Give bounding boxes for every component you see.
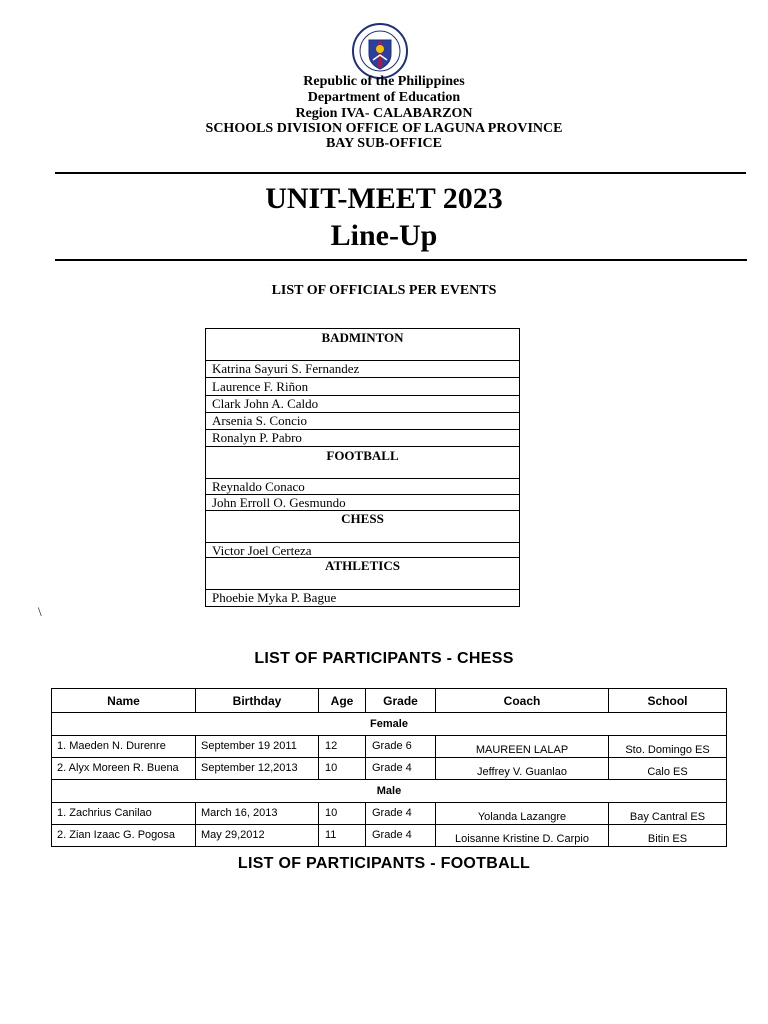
official-name: Phoebie Myka P. Bague (212, 590, 337, 605)
table-row (52, 758, 727, 780)
group-row-female (52, 713, 727, 736)
document-title: UNIT-MEET 2023 (265, 182, 503, 215)
participant-grade: Grade 4 (366, 758, 436, 780)
participant-coach: Loisanne Kristine D. Carpio (436, 825, 609, 847)
table-row (52, 736, 727, 758)
participant-coach: Yolanda Lazangre (436, 803, 609, 825)
table-row (52, 825, 727, 847)
participant-age: 10 (319, 758, 366, 780)
event-heading-football: FOOTBALL (206, 447, 519, 479)
table-header-row (52, 689, 727, 713)
event-heading-athletics: ATHLETICS (206, 558, 519, 590)
participant-age: 12 (319, 736, 366, 758)
official-name: Reynaldo Conaco (206, 479, 519, 495)
table-row (52, 803, 727, 825)
participant-age: 11 (319, 825, 366, 847)
participant-grade: Grade 6 (366, 736, 436, 758)
participant-age: 10 (319, 803, 366, 825)
letterhead-division: SCHOOLS DIVISION OFFICE OF LAGUNA PROVINCE (205, 121, 563, 136)
official-name: Victor Joel Certeza (206, 543, 519, 558)
official-name: John Erroll O. Gesmundo (206, 495, 519, 511)
event-heading-chess: CHESS (206, 511, 519, 543)
participant-birthday: September 19 2011 (196, 736, 319, 758)
stray-mark: \ (38, 604, 42, 619)
participant-coach: Jeffrey V. Guanlao (436, 758, 609, 780)
column-header-coach: Coach (436, 689, 609, 713)
participant-name: 2. Alyx Moreen R. Buena (52, 758, 196, 780)
participant-school: Sto. Domingo ES (609, 736, 727, 758)
chess-participants-table (51, 688, 727, 847)
column-header-age: Age (319, 689, 366, 713)
group-label: Male (52, 780, 727, 803)
participant-birthday: September 12,2013 (196, 758, 319, 780)
participant-coach: MAUREEN LALAP (436, 736, 609, 758)
deped-seal-icon (351, 22, 409, 80)
participant-birthday: May 29,2012 (196, 825, 319, 847)
participant-grade: Grade 4 (366, 803, 436, 825)
column-header-birthday: Birthday (196, 689, 319, 713)
participant-name: 2. Zian Izaac G. Pogosa (52, 825, 196, 847)
group-row-male (52, 780, 727, 803)
column-header-school: School (609, 689, 727, 713)
football-participants-title: LIST OF PARTICIPANTS - FOOTBALL (237, 855, 531, 872)
official-name: Katrina Sayuri S. Fernandez (206, 361, 519, 378)
letterhead-sub-office: BAY SUB-OFFICE (325, 136, 443, 151)
participant-birthday: March 16, 2013 (196, 803, 319, 825)
participant-name: 1. Zachrius Canilao (52, 803, 196, 825)
group-label: Female (52, 713, 727, 736)
official-name: Laurence F. Riñon (206, 378, 519, 396)
document-subtitle: Line-Up (330, 219, 438, 252)
letterhead-region: Region IVA- CALABARZON (295, 106, 473, 121)
chess-participants-title: LIST OF PARTICIPANTS - CHESS (254, 650, 514, 667)
participant-grade: Grade 4 (366, 825, 436, 847)
title-divider (55, 259, 747, 261)
letterhead-country: Republic of the Philippines (303, 74, 465, 89)
participant-school: Calo ES (609, 758, 727, 780)
letterhead-department: Department of Education (307, 90, 461, 105)
column-header-name: Name (52, 689, 196, 713)
official-name: Clark John A. Caldo (206, 396, 519, 413)
officials-table (205, 328, 520, 607)
participant-school: Bitin ES (609, 825, 727, 847)
participant-school: Bay Cantral ES (609, 803, 727, 825)
official-name: Ronalyn P. Pabro (206, 430, 519, 447)
official-name: Arsenia S. Concio (206, 413, 519, 430)
event-heading-badminton: BADMINTON (206, 329, 519, 361)
officials-heading: LIST OF OFFICIALS PER EVENTS (271, 283, 497, 298)
participant-name: 1. Maeden N. Durenre (52, 736, 196, 758)
top-divider (55, 172, 746, 174)
column-header-grade: Grade (366, 689, 436, 713)
